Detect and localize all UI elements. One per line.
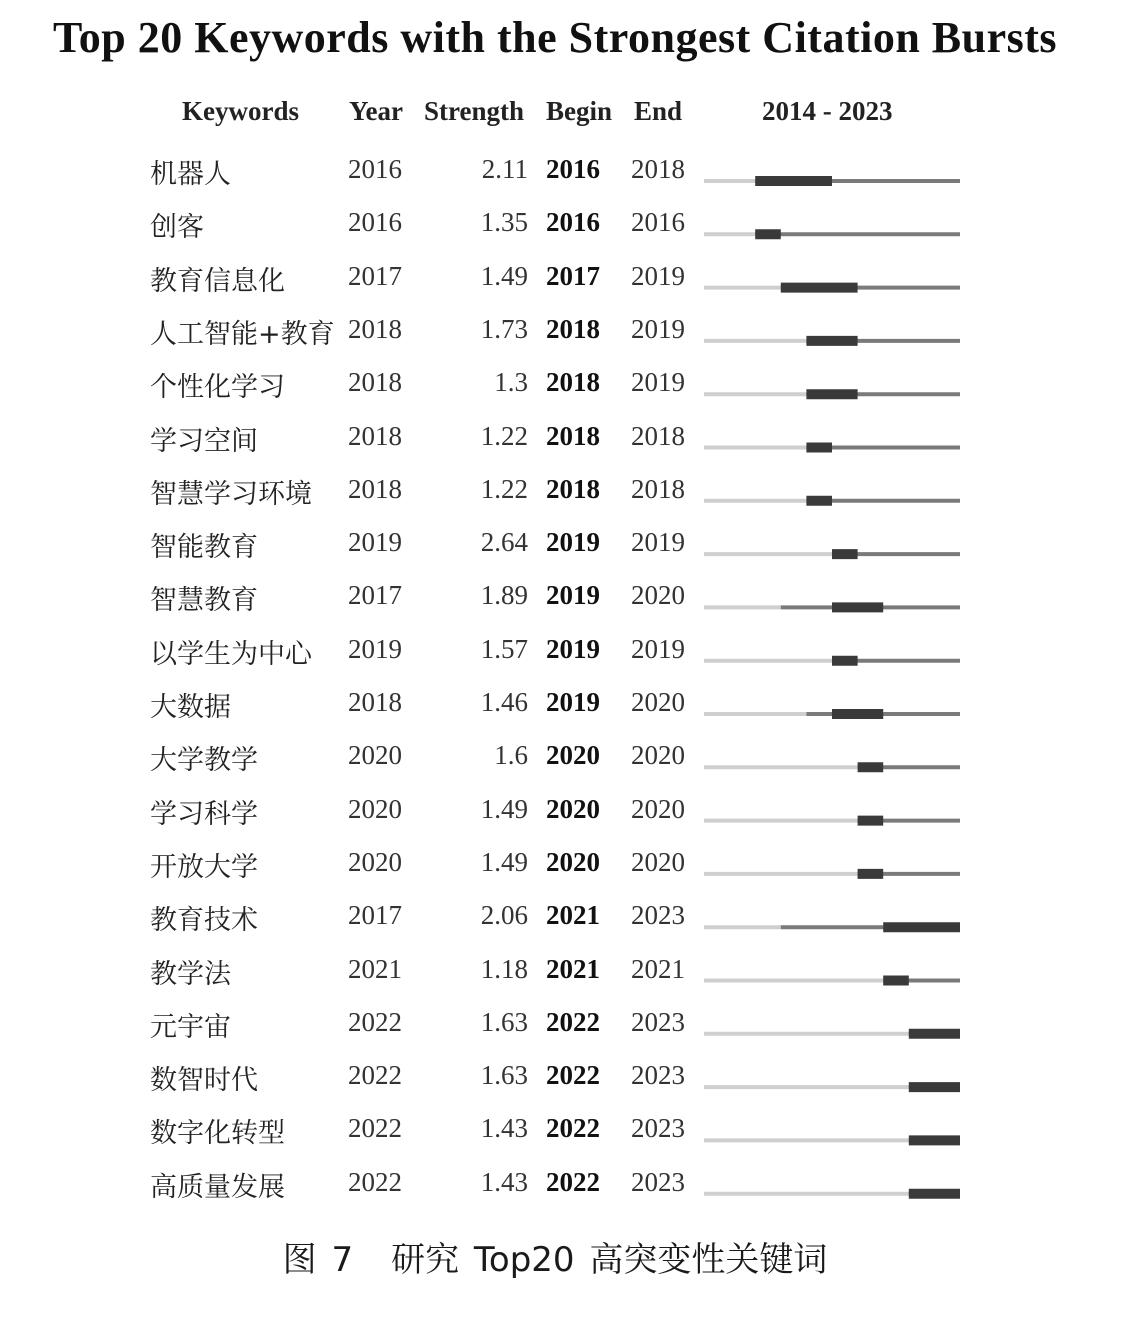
end-cell: 2023 bbox=[631, 900, 685, 931]
header-strength: Strength bbox=[424, 96, 525, 126]
strength-cell: 1.46 bbox=[480, 687, 528, 717]
header-range: 2014 - 2023 bbox=[762, 96, 893, 126]
end-cell: 2019 bbox=[631, 527, 685, 558]
year-cell: 2017 bbox=[348, 580, 402, 611]
begin-cell: 2020 bbox=[546, 846, 600, 877]
begin-cell: 2018 bbox=[546, 313, 600, 344]
header-end: End bbox=[634, 96, 683, 126]
end-cell: 2023 bbox=[631, 1113, 685, 1144]
begin-cell: 2022 bbox=[546, 1113, 600, 1144]
strength-cell: 1.43 bbox=[480, 1113, 528, 1144]
end-cell: 2020 bbox=[631, 740, 685, 771]
year-cell: 2018 bbox=[348, 420, 402, 451]
header-begin: Begin bbox=[546, 96, 613, 126]
end-cell: 2020 bbox=[631, 687, 685, 717]
end-cell: 2018 bbox=[631, 420, 685, 451]
year-cell: 2018 bbox=[348, 367, 402, 398]
strength-cell: 1.35 bbox=[480, 207, 528, 238]
end-cell: 2020 bbox=[631, 580, 685, 611]
end-cell: 2018 bbox=[631, 473, 685, 504]
year-cell: 2017 bbox=[348, 900, 402, 931]
year-cell: 2018 bbox=[348, 473, 402, 504]
end-cell: 2023 bbox=[631, 1060, 685, 1091]
strength-cell: 1.49 bbox=[480, 846, 528, 877]
keyword-cell: 智能教育 bbox=[150, 532, 258, 564]
begin-cell: 2022 bbox=[546, 1166, 600, 1197]
caption-text: 研究 Top20 高突变性关键词 bbox=[391, 1240, 828, 1280]
end-cell: 2019 bbox=[631, 367, 685, 398]
header-year: Year bbox=[349, 96, 403, 126]
begin-cell: 2019 bbox=[546, 633, 600, 664]
end-cell: 2019 bbox=[631, 260, 685, 291]
begin-cell: 2021 bbox=[546, 953, 600, 984]
year-cell: 2019 bbox=[348, 527, 402, 558]
begin-cell: 2019 bbox=[546, 580, 600, 611]
year-cell: 2018 bbox=[348, 313, 402, 344]
keyword-cell: 数字化转型 bbox=[150, 1118, 285, 1150]
keyword-cell: 人工智能+教育 bbox=[150, 318, 335, 350]
end-cell: 2020 bbox=[631, 846, 685, 877]
keyword-cell: 高质量发展 bbox=[150, 1171, 285, 1203]
begin-cell: 2022 bbox=[546, 1006, 600, 1037]
strength-cell: 1.22 bbox=[480, 473, 528, 504]
begin-cell: 2018 bbox=[546, 420, 600, 451]
keyword-cell: 学习科学 bbox=[150, 798, 258, 830]
strength-cell: 1.18 bbox=[480, 953, 528, 984]
keyword-cell: 教育技术 bbox=[150, 905, 258, 937]
keyword-cell: 以学生为中心 bbox=[150, 638, 312, 670]
strength-cell: 1.49 bbox=[480, 793, 528, 824]
begin-cell: 2021 bbox=[546, 900, 600, 931]
end-cell: 2023 bbox=[631, 1166, 685, 1197]
keyword-cell: 数智时代 bbox=[150, 1065, 258, 1097]
strength-cell: 2.64 bbox=[480, 527, 528, 558]
strength-cell: 1.49 bbox=[480, 260, 528, 291]
keyword-cell: 大学教学 bbox=[150, 745, 258, 777]
end-cell: 2019 bbox=[631, 633, 685, 664]
keyword-cell: 元宇宙 bbox=[150, 1011, 231, 1043]
strength-cell: 1.3 bbox=[494, 367, 528, 398]
year-cell: 2022 bbox=[348, 1113, 402, 1144]
end-cell: 2023 bbox=[631, 1006, 685, 1037]
begin-cell: 2019 bbox=[546, 687, 600, 717]
year-cell: 2016 bbox=[348, 207, 402, 238]
keyword-cell: 教学法 bbox=[150, 958, 231, 990]
keyword-cell: 智慧学习环境 bbox=[150, 478, 312, 510]
begin-cell: 2018 bbox=[546, 367, 600, 398]
begin-cell: 2020 bbox=[546, 740, 600, 771]
year-cell: 2016 bbox=[348, 154, 402, 184]
year-cell: 2019 bbox=[348, 633, 402, 664]
keyword-cell: 开放大学 bbox=[150, 851, 258, 883]
begin-cell: 2016 bbox=[546, 154, 600, 184]
keyword-cell: 学习空间 bbox=[150, 425, 258, 457]
chart-title: Top 20 Keywords with the Strongest Citation Bursts bbox=[52, 13, 1058, 62]
begin-cell: 2016 bbox=[546, 207, 600, 238]
caption-figure-number: 图 7 bbox=[282, 1240, 354, 1280]
end-cell: 2018 bbox=[631, 154, 685, 184]
keyword-cell: 个性化学习 bbox=[150, 372, 285, 404]
end-cell: 2020 bbox=[631, 793, 685, 824]
begin-cell: 2019 bbox=[546, 527, 600, 558]
year-cell: 2022 bbox=[348, 1060, 402, 1091]
end-cell: 2016 bbox=[631, 207, 685, 238]
strength-cell: 1.63 bbox=[480, 1060, 528, 1091]
year-cell: 2020 bbox=[348, 740, 402, 771]
strength-cell: 1.73 bbox=[480, 313, 528, 344]
year-cell: 2020 bbox=[348, 793, 402, 824]
begin-cell: 2020 bbox=[546, 793, 600, 824]
year-cell: 2021 bbox=[348, 953, 402, 984]
keyword-cell: 大数据 bbox=[150, 692, 231, 723]
begin-cell: 2022 bbox=[546, 1060, 600, 1091]
year-cell: 2017 bbox=[348, 260, 402, 291]
strength-cell: 1.63 bbox=[480, 1006, 528, 1037]
strength-cell: 1.57 bbox=[480, 633, 528, 664]
begin-cell: 2017 bbox=[546, 260, 600, 291]
year-cell: 2020 bbox=[348, 846, 402, 877]
keyword-cell: 智慧教育 bbox=[150, 585, 258, 617]
keyword-cell: 创客 bbox=[150, 212, 204, 244]
keyword-cell: 教育信息化 bbox=[150, 265, 285, 297]
begin-cell: 2018 bbox=[546, 473, 600, 504]
strength-cell: 1.22 bbox=[480, 420, 528, 451]
figure-caption bbox=[0, 1232, 1110, 1281]
year-cell: 2022 bbox=[348, 1006, 402, 1037]
header-keywords: Keywords bbox=[182, 96, 299, 126]
end-cell: 2019 bbox=[631, 313, 685, 344]
strength-cell: 1.89 bbox=[480, 580, 528, 611]
year-cell: 2022 bbox=[348, 1166, 402, 1197]
year-cell: 2018 bbox=[348, 687, 402, 717]
end-cell: 2021 bbox=[631, 953, 685, 984]
strength-cell: 2.11 bbox=[481, 154, 528, 184]
strength-cell: 1.43 bbox=[480, 1166, 528, 1197]
keyword-cell: 机器人 bbox=[150, 159, 231, 190]
strength-cell: 2.06 bbox=[480, 900, 528, 931]
strength-cell: 1.6 bbox=[494, 740, 528, 771]
